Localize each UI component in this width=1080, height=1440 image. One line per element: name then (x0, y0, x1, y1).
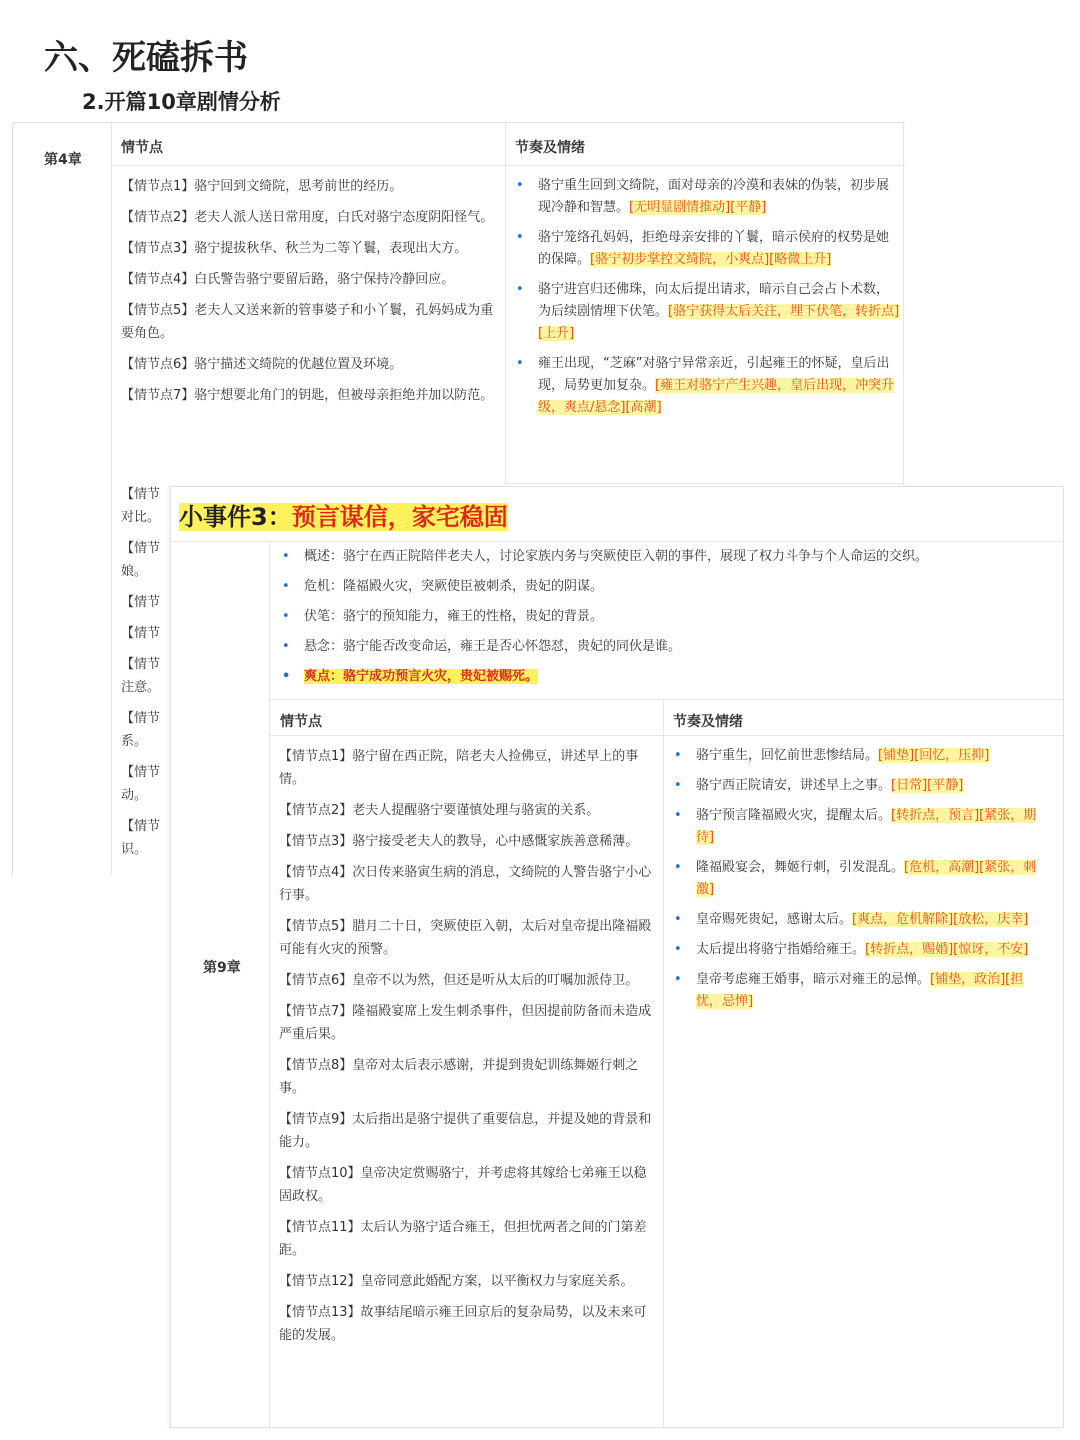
rhythm-item: • 雍王出现，“芝麻”对骆宁异常亲近，引起雍王的怀疑，皇后出现，局势更加复杂。[雍王对骆宁产生兴趣，皇后出现，冲突升级，爽点/悬念][高潮] (513, 353, 901, 419)
chapter9-label: 第9章 (203, 960, 241, 976)
bullet-icon: • (674, 778, 682, 793)
plot-point: 【情节点13】故事结尾暗示雍王回京后的复杂局势，以及未来可能的发展。 (279, 1305, 647, 1343)
rhythm-tag: [爽点，危机解除][放松，庆幸] (852, 912, 1029, 927)
rhythm-tag: [危机，高潮][紧张，刺激] (696, 860, 1037, 897)
chapter4-rhythm-header: 节奏及情绪 (515, 140, 585, 156)
plot-point-fragment: 【情节 娘。 (121, 541, 161, 579)
chapter9-table (170, 486, 1064, 1428)
chapter4-plot-list (121, 175, 497, 415)
rhythm-tag: [日常][平静] (891, 778, 964, 793)
bullet-icon: • (674, 912, 682, 927)
chapter4-plot-list-obscured (121, 483, 173, 875)
rhythm-tag: [转折点，预言][紧张，期待] (696, 808, 1037, 845)
plot-point: 【情节点6】皇帝不以为然，但还是听从太后的叮嘱加派侍卫。 (279, 973, 639, 988)
plot-point-fragment: 【情节 (121, 626, 161, 641)
plot-point: 【情节点3】骆宁接受老夫人的教导，心中感慨家族善意稀薄。 (279, 834, 639, 849)
section-subtitle: 2.开篇10章剧情分析 (82, 90, 281, 114)
chapter9-rhythm-header: 节奏及情绪 (673, 714, 743, 730)
plot-point-fragment: 【情节 对比。 (121, 487, 161, 525)
bullet-icon: • (516, 230, 524, 245)
plot-point: 【情节点10】皇帝决定赏赐骆宁，并考虑将其嫁给七弟雍王以稳固政权。 (279, 1166, 647, 1204)
bullet-icon: • (674, 808, 682, 823)
plot-point-fragment: 【情节 动。 (121, 765, 161, 803)
plot-point: 【情节点7】隆福殿宴席上发生刺杀事件，但因提前防备而未造成严重后果。 (279, 1004, 652, 1042)
bullet-icon: • (516, 178, 524, 193)
rhythm-item: • 皇帝考虑雍王婚事，暗示对雍王的忌惮。[铺垫，政治][担忧，忌惮] (671, 969, 1047, 1013)
plot-point-fragment: 【情节 识。 (121, 819, 161, 857)
chapter9-plot-list (279, 745, 655, 1355)
bullet-icon: • (516, 356, 524, 371)
plot-point: 【情节点4】次日传来骆寅生病的消息，文绮院的人警告骆宁小心行事。 (279, 865, 652, 903)
rhythm-tag: [骆宁初步掌控文绮院，小爽点][略微上升] (590, 252, 832, 267)
rhythm-tag: [雍王对骆宁产生兴趣，皇后出现，冲突升级，爽点/悬念][高潮] (538, 378, 895, 415)
event-bullet: • 危机：隆福殿火灾，突厥使臣被刺杀，贵妃的阴谋。 (279, 577, 1055, 597)
rhythm-item: • 骆宁西正院请安，讲述早上之事。[日常][平静] (671, 775, 1047, 797)
rhythm-tag: [无明显剧情推动][平静] (629, 200, 767, 215)
plot-point: 【情节点11】太后认为骆宁适合雍王，但担忧两者之间的门第差距。 (279, 1220, 647, 1258)
rhythm-item: • 骆宁重生，回忆前世悲惨结局。[铺垫][回忆，压抑] (671, 745, 1047, 767)
bullet-icon: • (674, 972, 682, 987)
bullet-icon: • (674, 942, 682, 957)
rhythm-item: • 骆宁进宫归还佛珠，向太后提出请求，暗示自己会占卜术数，为后续剧情埋下伏笔。[骆宁获得太后关注，埋下伏笔，转折点][上升] (513, 279, 901, 345)
rhythm-item: • 隆福殿宴会，舞姬行刺，引发混乱。[危机，高潮][紧张，刺激] (671, 857, 1047, 901)
plot-point-fragment: 【情节 注意。 (121, 657, 161, 695)
plot-point: 【情节点8】皇帝对太后表示感谢，并提到贵妃训练舞姬行刺之事。 (279, 1058, 639, 1096)
plot-point: 【情节点9】太后指出是骆宁提供了重要信息，并提及她的背景和能力。 (279, 1112, 652, 1150)
rhythm-item: • 皇帝赐死贵妃，感谢太后。[爽点，危机解除][放松，庆幸] (671, 909, 1047, 931)
page-title: 六、死磕拆书 (44, 38, 248, 78)
bullet-icon: • (282, 639, 290, 654)
rhythm-item: • 骆宁预言隆福殿火灾，提醒太后。[转折点，预言][紧张，期待] (671, 805, 1047, 849)
plot-point: 【情节点6】骆宁描述文绮院的优越位置及环境。 (121, 357, 403, 372)
rhythm-item: • 骆宁重生回到文绮院，面对母亲的冷漠和表妹的伪装，初步展现冷静和智慧。[无明显剧情推动][平静] (513, 175, 901, 219)
plot-point-fragment: 【情节 系。 (121, 711, 161, 749)
plot-point: 【情节点1】骆宁回到文绮院，思考前世的经历。 (121, 179, 403, 194)
event-highlight-bullet: • 爽点：骆宁成功预言火灾，贵妃被赐死。 (279, 667, 1055, 687)
rhythm-tag: [转折点，赐婚][惊讶，不安] (865, 942, 1029, 957)
rhythm-tag: [骆宁获得太后关注，埋下伏笔，转折点][上升] (538, 304, 900, 341)
plot-point: 【情节点2】老夫人派人送日常用度，白氏对骆宁态度阴阳怪气。 (121, 210, 494, 225)
plot-point: 【情节点7】骆宁想要北角门的钥匙，但被母亲拒绝并加以防范。 (121, 388, 494, 403)
plot-point: 【情节点4】白氏警告骆宁要留后路，骆宁保持冷静回应。 (121, 272, 455, 287)
bullet-icon: • (282, 609, 290, 624)
bullet-icon: • (282, 669, 291, 684)
plot-point-fragment: 【情节 (121, 595, 161, 610)
rhythm-item: • 骆宁笼络孔妈妈，拒绝母亲安排的丫鬟，暗示侯府的权势是她的保障。[骆宁初步掌控文绮院，小爽点][略微上升] (513, 227, 901, 271)
plot-point: 【情节点2】老夫人提醒骆宁要谨慎处理与骆寅的关系。 (279, 803, 600, 818)
event-bullet: • 概述：骆宁在西正院陪伴老夫人，讨论家族内务与突厥使臣入朝的事件，展现了权力斗争与个人命运的交织。 (279, 547, 1055, 567)
event-bullet: • 伏笔：骆宁的预知能力，雍王的性格，贵妃的背景。 (279, 607, 1055, 627)
plot-point: 【情节点12】皇帝同意此婚配方案，以平衡权力与家庭关系。 (279, 1274, 634, 1289)
bullet-icon: • (516, 282, 524, 297)
bullet-icon: • (282, 549, 290, 564)
bullet-icon: • (674, 860, 682, 875)
chapter9-rhythm-list (671, 745, 1047, 1021)
chapter4-label: 第4章 (44, 152, 82, 168)
plot-point: 【情节点5】老夫人又送来新的管事婆子和小丫鬟，孔妈妈成为重要角色。 (121, 303, 494, 341)
chapter4-plot-header: 情节点 (121, 140, 163, 156)
bullet-icon: • (282, 579, 290, 594)
chapter4-rhythm-list (513, 175, 901, 427)
rhythm-item: • 太后提出将骆宁指婚给雍王。[转折点，赐婚][惊讶，不安] (671, 939, 1047, 961)
plot-point: 【情节点1】骆宁留在西正院，陪老夫人捡佛豆，讲述早上的事情。 (279, 749, 639, 787)
rhythm-tag: [铺垫，政治][担忧，忌惮] (696, 972, 1024, 1009)
rhythm-tag: [铺垫][回忆，压抑] (878, 748, 990, 763)
event-title: 小事件3：预言谋信，家宅稳固 (179, 503, 508, 531)
event-bullet: • 悬念：骆宁能否改变命运，雍王是否心怀怨怼，贵妃的同伙是谁。 (279, 637, 1055, 657)
chapter9-plot-header: 情节点 (280, 714, 322, 730)
plot-point: 【情节点5】腊月二十日，突厥使臣入朝，太后对皇帝提出隆福殿可能有火灾的预警。 (279, 919, 652, 957)
event-summary-list (279, 547, 1055, 697)
bullet-icon: • (674, 748, 682, 763)
plot-point: 【情节点3】骆宁提拔秋华、秋兰为二等丫鬟，表现出大方。 (121, 241, 468, 256)
